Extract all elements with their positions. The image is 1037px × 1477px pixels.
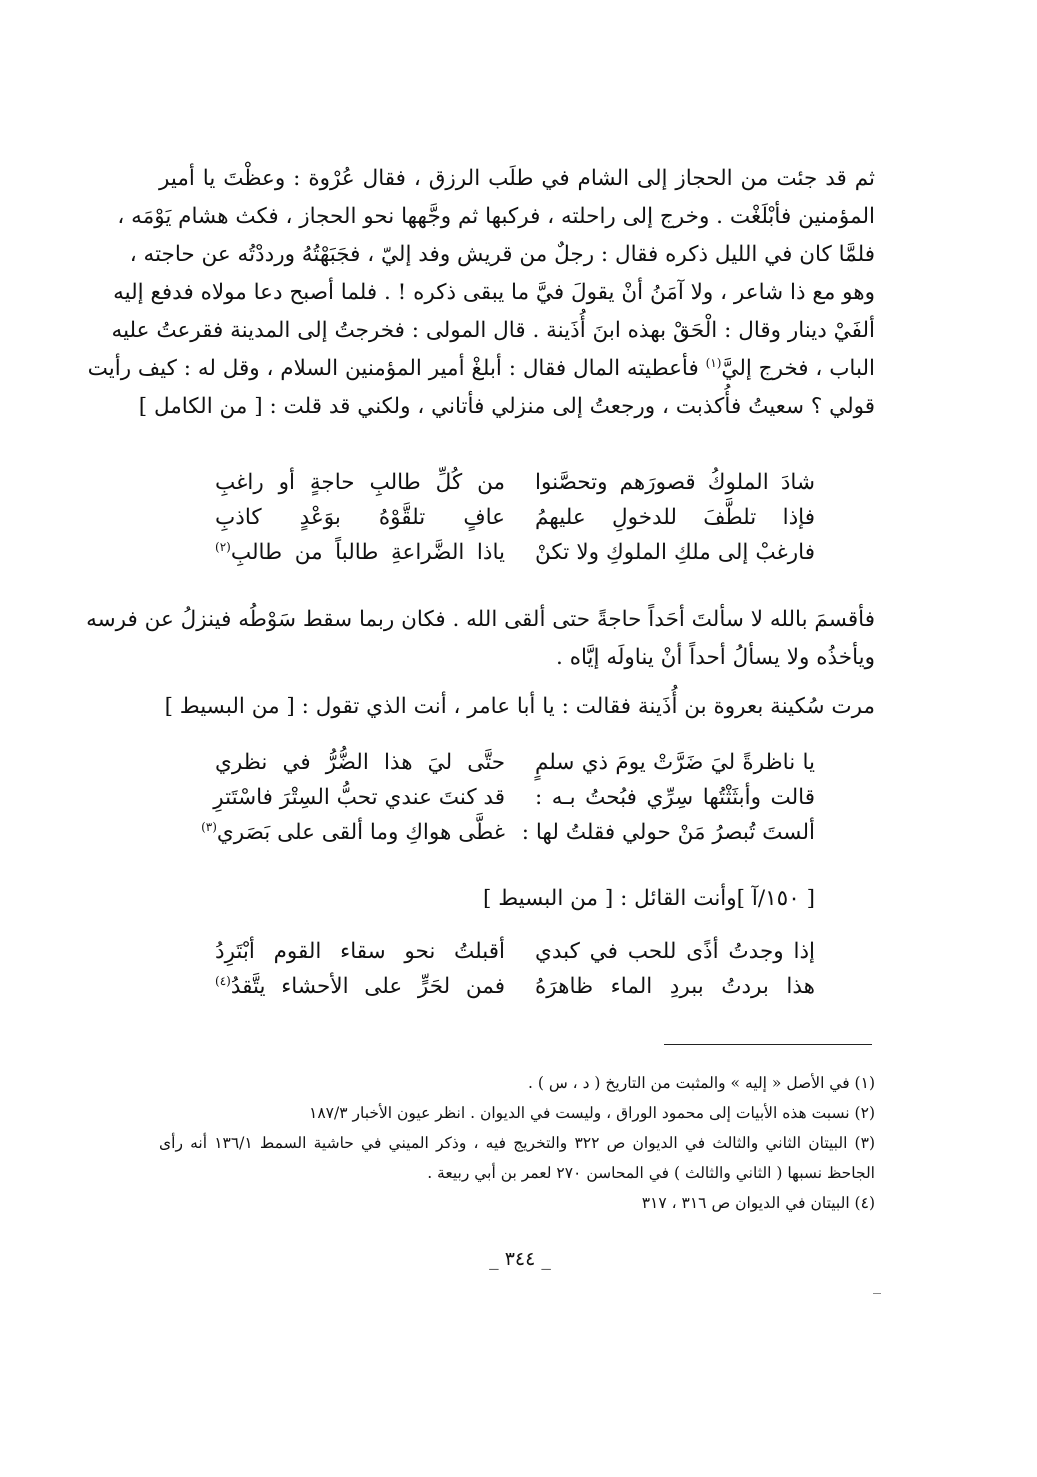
verse-line: [215, 465, 815, 500]
verse-line: [215, 500, 815, 535]
scan-speck: [873, 1293, 881, 1294]
footnote: (٣) البيتان الثاني والثالث في الديوان ص ٣٢٢ والتخريج فيه ، وذكر الميني في حاشية السمط ١٣٦/١ أنه رأى: [159, 1134, 875, 1152]
footnote: (٤) البيتان في الديوان ص ٣١٦ ، ٣١٧: [641, 1194, 875, 1212]
verse-first-hemistich: إذا وجدتُ أذًى للحب في كبدي: [535, 939, 815, 964]
folio-reference-line: [ ١٥٠/آ ]وأنت القائل : [ من البسيط ]: [483, 886, 815, 911]
paragraph-hisham-story: [87, 160, 875, 426]
verse-second-hemistich: [201, 815, 505, 850]
text-segment: الباب ، فخرج إليَّ: [721, 356, 875, 381]
footnote: (٢) نسبت هذه الأبيات إلى محمود الوراق ، وليست في الديوان . انظر عيون الأخبار ١٨٧/٣: [309, 1104, 875, 1122]
verse-line: [215, 780, 815, 815]
text-line: وهو مع ذا شاعر ، ولا آمَنُ أنْ يقولَ فيَّ ما يبقى ذكره ! . فلما أصبح دعا مولاه فدفع إليه: [113, 280, 875, 305]
verse-first-hemistich: فإذا تلطَّفَ للدخولِ عليهمُ: [535, 505, 815, 530]
verse-second-hemistich: [215, 535, 505, 570]
footnote-marker: (٤): [215, 973, 231, 988]
footnotes-block: [159, 1068, 875, 1218]
text-line: ويأخذُه ولا يسألُ أحداً أنْ يناولَه إيَّاه .: [556, 645, 875, 670]
verse-line: [215, 934, 815, 969]
sukayna-intro-line: مرت سُكينة بعروة بن أُذَينة فقالت : يا أبا عامر ، أنت الذي تقول : [ من البسيط ]: [164, 694, 875, 719]
poem-basit-2: [215, 934, 815, 1004]
text-segment: غطَّى هواكِ وما ألقى على بَصَري: [216, 820, 505, 845]
text-line: قولي ؟ سعيتُ فأُكذبت ، ورجعتُ إلى منزلي فأتاني ، ولكني قد قلت : [ من الكامل ]: [138, 394, 875, 419]
verse-first-hemistich: شادَ الملوكُ قصورَهم وتحصَّنوا: [535, 470, 815, 495]
text-line-with-footnote: [87, 350, 875, 388]
verse-line: [215, 969, 815, 1004]
verse-first-hemistich: هذا بردتُ ببردِ الماء ظاهرَهُ: [535, 974, 815, 999]
verse-second-hemistich: أقبلتُ نحو سقاء القوم أبْتَرِدُ: [215, 939, 505, 964]
text-segment: فأعطيته المال فقال : أبلغْ أمير المؤمنين السلام ، وقل له : كيف رأيت: [87, 356, 699, 381]
text-line: المؤمنين فأبْلَغْت . وخرج إلى راحلته ، فركبها ثم وجَّهها نحو الحجاز ، فكث هشام يَوْمَه ،: [117, 204, 875, 229]
poem-basit-1: [201, 745, 815, 850]
verse-line: [201, 815, 815, 850]
text-line: فأقسمَ بالله لا سألتَ أحَداً حاجةً حتى ألقى الله . فكان ربما سقط سَوْطُه فينزلُ عن فرسه: [86, 607, 875, 632]
verse-first-hemistich: ألستَ تُبصرُ مَنْ حولي فقلتُ لها :: [521, 820, 815, 845]
verse-line: [215, 535, 815, 570]
footnote-marker: (٣): [201, 819, 217, 834]
text-segment: فمن لحَرٍّ على الأحشاء يتَّقدُ: [230, 974, 505, 999]
text-line: ثم قد جئت من الحجاز إلى الشام في طلَب الرزق ، فقال عُرْوة : وعظْتَ يا أمير: [159, 166, 875, 191]
text-line: فلمَّا كان في الليل ذكره فقال : رجلٌ من قريش وفد إليّ ، فجَبَهْتُهُ ورددْتُه عن حاجته ،: [129, 242, 875, 267]
verse-second-hemistich: قد كنتَ عندي تحبُّ السِتْرَ فاسْتَترِ: [213, 785, 505, 810]
verse-second-hemistich: من كُلِّ طالبِ حاجةٍ أو راغبِ: [215, 470, 505, 495]
footnote-marker: (٢): [215, 539, 231, 554]
verse-second-hemistich: [215, 969, 505, 1004]
verse-second-hemistich: عافٍ تلقَّوْهُ بوَعْدٍ كاذبِ: [215, 505, 505, 530]
text-line: ألفَيْ دينار وقال : الْحَقْ بهذه ابنَ أُذَينة . قال المولى : فخرجتُ إلى المدينة فقرعتُ عليه: [111, 318, 875, 343]
verse-line: [215, 745, 815, 780]
footnote-marker: (١): [705, 355, 722, 370]
verse-first-hemistich: يا ناظرةً ليَ ضَرَّتْ يومَ ذي سلمٍ: [535, 750, 815, 775]
paragraph-oath: [86, 601, 875, 677]
text-segment: ياذا الضَّراعةِ طالباً من طالبِ: [230, 540, 505, 565]
poem-kamil: [215, 465, 815, 570]
footnote-separator: [664, 1044, 872, 1046]
verse-first-hemistich: فارغبْ إلى ملكِ الملوكِ ولا تكنْ: [535, 540, 815, 565]
footnote: (١) في الأصل « إليه » والمثبت من التاريخ ( د ، س ) .: [527, 1074, 875, 1092]
footnote-continuation: الجاحظ نسبها ( الثاني والثالث ) في المحاسن ٢٧٠ لعمر بن أبي ربيعة .: [427, 1164, 875, 1182]
verse-first-hemistich: قالت وأبثَثْتُها سِرِّي فبُحتُ بـه :: [535, 785, 815, 810]
verse-second-hemistich: حتَّى ليَ هذا الضُّرُّ في نظري: [215, 750, 505, 775]
page-number: _ ٣٤٤ _: [489, 1248, 551, 1270]
